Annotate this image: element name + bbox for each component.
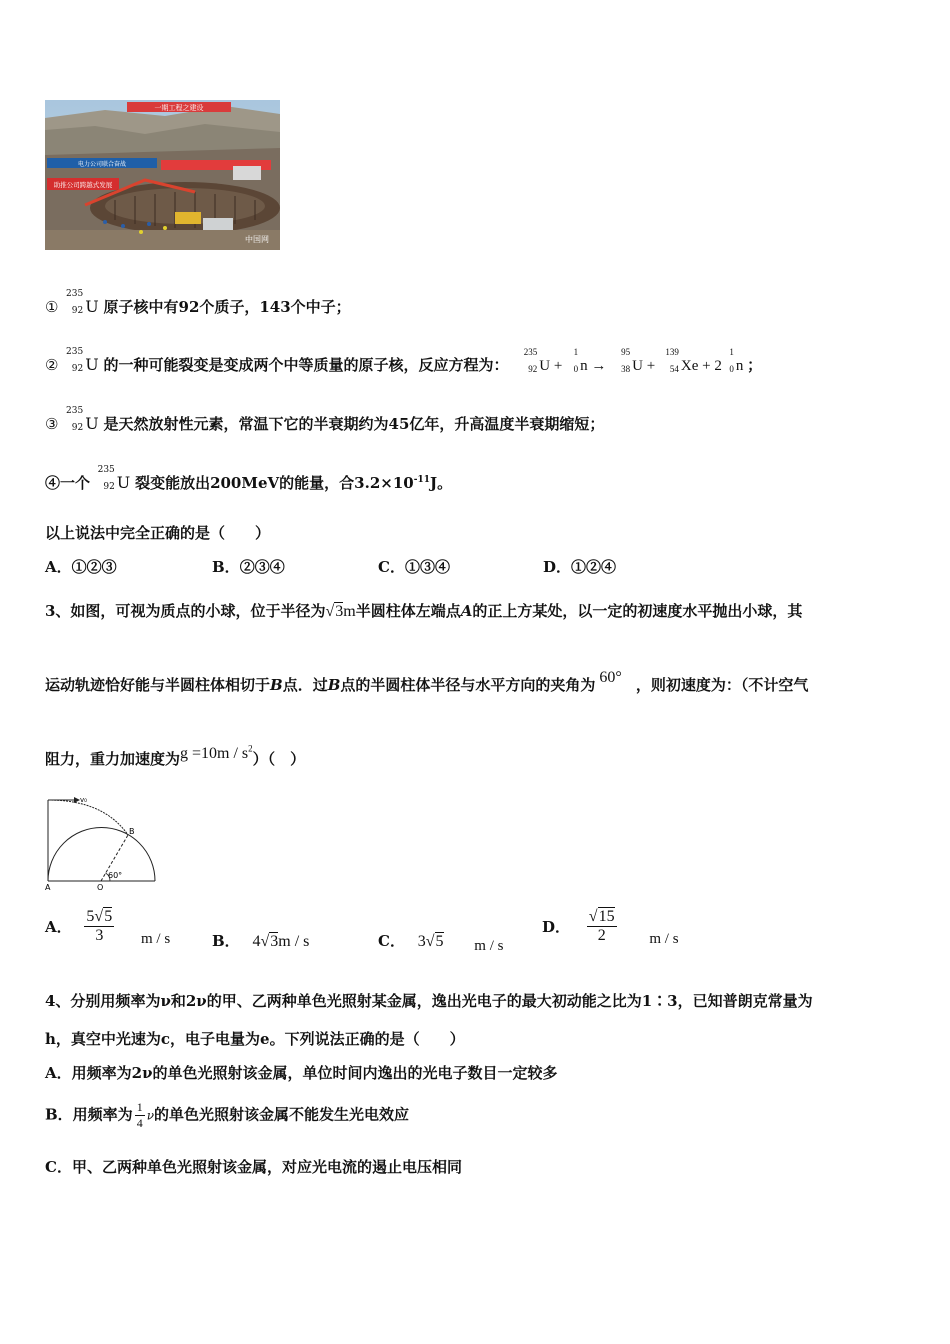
statement-4-marker: ④一个 <box>45 474 91 492</box>
q3-option-b[interactable] <box>212 930 309 951</box>
radicand: 5 <box>104 908 113 925</box>
isotope-mass: 1 <box>729 347 734 357</box>
denominator: 4 <box>136 1116 143 1130</box>
statement-3-marker: ③ <box>45 415 59 433</box>
radicand: 5 <box>435 933 444 950</box>
photo-banner-red: 助推公司跨越式发展 <box>53 181 113 189</box>
isotope-symbol: U <box>632 358 643 374</box>
denominator: 3 <box>95 927 104 944</box>
statement-1 <box>45 290 351 317</box>
option-c-expression: 3√5 <box>417 933 444 950</box>
gravity-value: g =10m / s <box>180 745 249 762</box>
statement-4 <box>45 466 452 493</box>
radicand: 15 <box>598 908 615 925</box>
coefficient: 2 <box>714 358 722 374</box>
gravity-exponent: 2 <box>248 743 253 754</box>
q3-line-2 <box>45 669 809 695</box>
isotope-z: 38 <box>621 364 631 374</box>
radicand: 3 <box>270 933 279 950</box>
eq-neutron <box>566 348 580 374</box>
option-label: D． <box>543 558 572 576</box>
construction-photo <box>45 100 280 250</box>
photo-banner-left: 电力公司联合奋战 <box>77 161 127 168</box>
statement-3 <box>45 407 604 434</box>
plus-sign: + <box>702 358 711 374</box>
q4-line-2: h，真空中光速为c，电子电量为e。下列说法正确的是（ ） <box>45 1030 465 1048</box>
option-text: 的单色光照射该金属不能发生光电效应 <box>153 1105 409 1124</box>
eq-isotope-u235 <box>517 348 539 374</box>
isotope-symbol: U <box>539 358 551 374</box>
numerator: 1 <box>136 1100 143 1114</box>
fission-equation <box>517 347 747 374</box>
isotope-u235 <box>95 466 117 492</box>
q4-option-c[interactable]: C．甲、乙两种单色光照射该金属，对应光电流的遏止电压相同 <box>45 1158 462 1176</box>
q3-text: ，则初速度为：（不计空气 <box>635 676 809 694</box>
coefficient: 3 <box>417 933 426 950</box>
point-b-label: B <box>270 676 283 694</box>
option-text: ①③④ <box>404 558 450 576</box>
isotope-symbol: n <box>580 358 588 374</box>
radius-unit: m <box>343 603 356 620</box>
coefficient: 4 <box>252 933 261 950</box>
angle-value: 60° <box>599 669 622 686</box>
q3-text: 运动轨迹恰好能与半圆柱体相切于 <box>45 676 271 694</box>
point-o: O <box>97 883 104 892</box>
unit: m / s <box>474 938 504 954</box>
isotope-z: 0 <box>573 364 579 374</box>
isotope-z: 54 <box>669 364 679 374</box>
q3-text: 阻力，重力加速度为 <box>45 750 181 768</box>
semicircle <box>48 828 155 882</box>
option-label: D． <box>542 918 571 936</box>
eq-isotope-u95 <box>610 348 632 374</box>
statement-2 <box>45 348 762 375</box>
q3-text: ）（ ） <box>252 750 306 768</box>
isotope-mass: 95 <box>621 347 631 357</box>
statement-4-end: J。 <box>429 474 453 492</box>
q2-option-c[interactable] <box>378 556 450 577</box>
point-b: B <box>129 827 135 836</box>
unit: m / s <box>649 930 679 947</box>
q4-option-b[interactable] <box>45 1100 409 1131</box>
radius-radicand: 3 <box>335 603 344 620</box>
q2-prompt: 以上说法中完全正确的是（ ） <box>45 524 271 542</box>
isotope-u235 <box>63 348 85 374</box>
isotope-mass: 1 <box>573 347 579 357</box>
coefficient: 5 <box>86 908 95 925</box>
isotope-z: 92 <box>71 423 84 433</box>
nu-symbol: ν <box>146 1108 154 1123</box>
option-label: C． <box>378 558 405 576</box>
point-a: A <box>45 883 51 892</box>
isotope-z: 92 <box>71 364 84 374</box>
eq-neutron <box>722 348 736 374</box>
isotope-symbol: Xe <box>680 358 699 374</box>
q3-option-c[interactable] <box>378 930 504 954</box>
isotope-u235 <box>63 407 85 433</box>
q2-option-a[interactable] <box>45 556 117 577</box>
q3-line-3 <box>45 743 306 769</box>
q3-text: 的正上方某处，以一定的初速度水平抛出小球，其 <box>472 602 803 620</box>
eq-isotope-xe <box>659 348 681 374</box>
unit: m / s <box>140 930 171 947</box>
q3-line-1 <box>45 600 802 621</box>
option-text: B．用频率为 <box>45 1105 133 1124</box>
option-b-expression: 4√3m / s <box>252 933 310 950</box>
isotope-z: 92 <box>528 364 538 374</box>
denominator: 2 <box>597 927 606 944</box>
option-text: ②③④ <box>239 558 285 576</box>
isotope-mass: 139 <box>665 347 679 357</box>
isotope-mass: 235 <box>523 347 538 357</box>
v0-label: v₀ <box>80 796 87 804</box>
option-label: A． <box>45 558 72 576</box>
option-d-fraction: $\frac{√15}{2}$ <box>588 908 615 944</box>
q3-text: 3、如图，可视为质点的小球，位于半径为 <box>45 602 326 620</box>
q4-line-1: 4、分别用频率为ν和2ν的甲、乙两种单色光照射某金属，逸出光电子的最大初动能之比为1∶3，已知普朗克常量为 <box>45 992 813 1010</box>
photo-banner-top: 一期工程之建设 <box>154 104 204 112</box>
option-a-fraction: $\frac{5√5}{3}$ <box>86 908 113 944</box>
statement-3-text: 是天然放射性元素，常温下它的半衰期约为45亿年，升高温度半衰期缩短； <box>103 415 605 433</box>
gravity-expression <box>180 745 253 762</box>
isotope-mass: 235 <box>66 406 84 416</box>
radius-expression: √3m <box>325 603 356 620</box>
q3-option-a[interactable] <box>45 908 170 948</box>
isotope-z: 92 <box>71 306 84 316</box>
option-label: B． <box>212 558 240 576</box>
isotope-z: 0 <box>729 364 734 374</box>
quarter-fraction <box>135 1100 145 1131</box>
statement-2-end: ； <box>747 356 763 374</box>
statement-4-exponent: -11 <box>413 475 430 485</box>
option-text: ①②③ <box>71 558 117 576</box>
q2-option-b[interactable] <box>212 556 285 577</box>
statement-1-marker: ① <box>45 298 59 316</box>
option-text: ①②④ <box>571 558 617 576</box>
isotope-symbol: U <box>85 414 99 433</box>
statement-4-text: 裂变能放出200MeV的能量，合3.2×10 <box>135 474 414 492</box>
arrow-icon: → <box>591 358 607 374</box>
option-label: C． <box>378 932 405 950</box>
isotope-mass: 235 <box>66 347 84 357</box>
q3-text: 点的半圆柱体半径与水平方向的夹角为 <box>340 676 596 694</box>
q3-text: 半圆柱体左端点 <box>355 602 461 620</box>
isotope-symbol: U <box>85 297 99 316</box>
isotope-symbol: U <box>116 473 131 492</box>
angle-label: 60° <box>108 871 123 880</box>
isotope-z: 92 <box>103 482 115 492</box>
photo-watermark: 中国网 <box>245 235 269 244</box>
statement-2-marker: ② <box>45 356 59 374</box>
option-label: B． <box>212 932 240 950</box>
q3-option-d[interactable] <box>542 908 679 948</box>
construction-photo-art <box>45 100 280 250</box>
isotope-symbol: n <box>735 358 744 374</box>
q4-option-a[interactable]: A．用频率为2ν的单色光照射该金属，单位时间内逸出的光电子数目一定较多 <box>45 1064 558 1082</box>
projectile-figure <box>44 793 159 893</box>
isotope-symbol: U <box>85 355 99 374</box>
point-a-label: A <box>460 602 473 620</box>
plus-sign: + <box>646 358 656 374</box>
statement-1-text: 原子核中有92个质子，143个中子； <box>103 298 351 316</box>
statement-2-text: 的一种可能裂变是变成两个中等质量的原子核，反应方程为： <box>103 356 509 374</box>
q2-option-d[interactable] <box>543 556 616 577</box>
point-b-label: B <box>327 676 341 694</box>
q3-text: 点．过 <box>282 676 328 694</box>
isotope-mass: 235 <box>66 289 84 299</box>
plus-sign: + <box>553 358 563 374</box>
unit: m / s <box>278 933 310 950</box>
isotope-mass: 235 <box>97 465 115 475</box>
option-label: A． <box>45 918 72 936</box>
isotope-u235 <box>63 290 85 316</box>
